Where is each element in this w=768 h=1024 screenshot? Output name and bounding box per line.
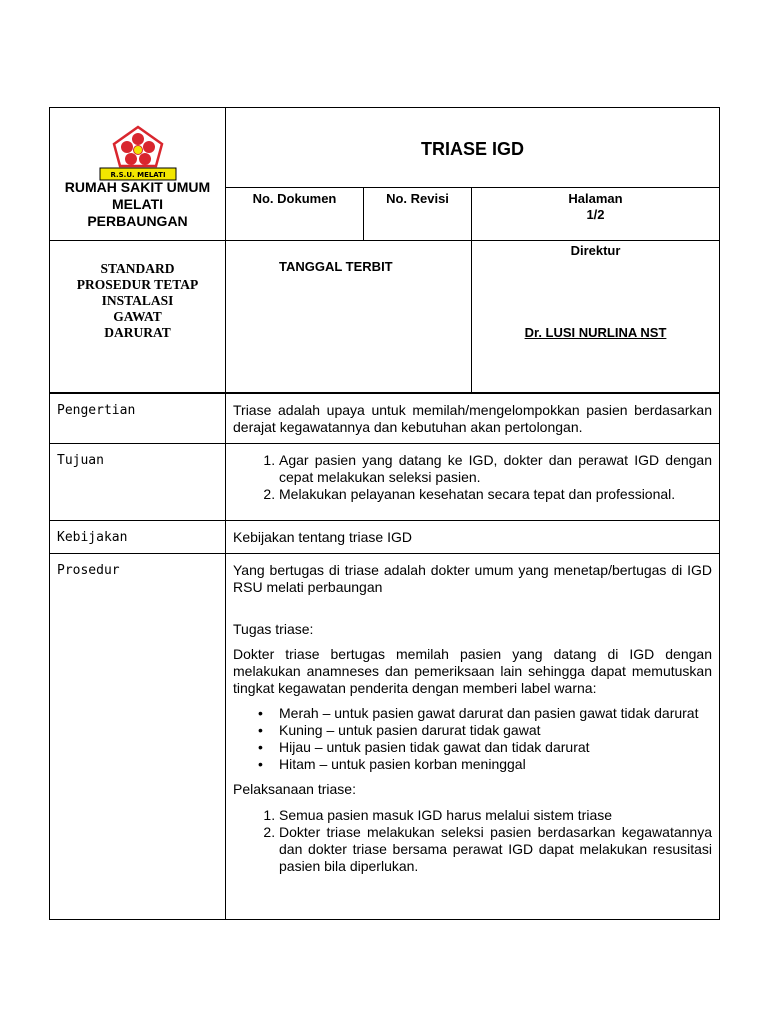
tugas-heading: Tugas triase: — [233, 621, 314, 637]
label-item-merah: • Merah – untuk pasien gawat darurat dan pasien gawat tidak darurat — [279, 705, 712, 722]
pelaksanaan-item-2: 2. Dokter triase melakukan seleksi pasien berdasarkan kegawatannya dan dokter triase bersama perawat IGD dapat melakukan resusitasi pasien bila diperlukan. — [279, 824, 712, 875]
pelaksanaan-list — [233, 807, 712, 875]
prosedur-label: Prosedur — [50, 554, 226, 920]
kebijakan-label: Kebijakan — [50, 521, 226, 554]
tujuan-item-2: 2. Melakukan pelayanan kesehatan secara tepat dan professional. — [279, 486, 712, 503]
sop-title — [50, 241, 225, 341]
hospital-logo — [98, 124, 178, 182]
title-cell — [226, 108, 720, 188]
pengertian-text: Triase adalah upaya untuk memilah/mengelompokkan pasien berdasarkan derajat kegawatannya dan kebutuhan akan pertolongan. — [233, 402, 712, 435]
tugas-text: Dokter triase bertugas memilah pasien yang datang di IGD dengan melakukan anamneses dan pemeriksaan lain sehingga dapat memutuskan tingkat kegawatan penderita dengan memberi label warna: — [233, 646, 712, 696]
kebijakan-text: Kebijakan tentang triase IGD — [233, 529, 412, 545]
director-cell — [472, 241, 720, 393]
kebijakan-content — [226, 521, 720, 554]
pengertian-content — [226, 394, 720, 444]
director-label: Direktur — [570, 243, 621, 258]
document-title: TRIASE IGD — [420, 139, 524, 159]
prosedur-content — [226, 554, 720, 920]
page-cell — [472, 188, 720, 241]
row-tujuan — [50, 444, 720, 521]
tujuan-item-1: 1. Agar pasien yang datang ke IGD, dokter dan perawat IGD dengan cepat melakukan seleksi pasien. — [279, 452, 712, 486]
director-name: Dr. LUSI NURLINA NST — [524, 325, 667, 340]
pelaksanaan-item-1: 1. Semua pasien masuk IGD harus melalui sistem triase — [279, 807, 712, 824]
hospital-name-line-1: RUMAH SAKIT UMUM — [64, 179, 211, 195]
hospital-name-line-2: MELATI — [111, 196, 164, 212]
sop-title-line-4: GAWAT — [113, 309, 162, 324]
document-header — [49, 107, 720, 393]
doc-number-label: No. Dokumen — [252, 191, 337, 206]
doc-number-cell — [226, 188, 364, 241]
page-label: Halaman — [568, 191, 623, 206]
sop-title-cell — [50, 241, 226, 393]
sop-title-line-2: PROSEDUR TETAP — [76, 277, 199, 292]
color-label-list — [233, 705, 712, 773]
sop-title-line-1: STANDARD — [100, 261, 175, 276]
hospital-identity-cell — [50, 108, 226, 241]
tujuan-list — [233, 452, 712, 503]
hospital-name — [50, 179, 225, 230]
revision-cell — [364, 188, 472, 241]
sop-title-line-3: INSTALASI — [101, 293, 174, 308]
label-item-hijau: • Hijau – untuk pasien tidak gawat dan tidak darurat — [279, 739, 712, 756]
sop-title-line-5: DARURAT — [104, 325, 171, 340]
issue-date-label: TANGGAL TERBIT — [279, 259, 393, 274]
procedure-table — [49, 393, 720, 920]
prosedur-intro: Yang bertugas di triase adalah dokter umum yang menetap/bertugas di IGD RSU melati perbaungan — [233, 562, 712, 595]
row-pengertian — [50, 394, 720, 444]
revision-label: No. Revisi — [386, 191, 449, 206]
label-item-hitam: • Hitam – untuk pasien korban meninggal — [279, 756, 712, 773]
hospital-name-line-3: PERBAUNGAN — [87, 213, 188, 229]
logo-text: R.S.U. MELATI — [110, 171, 166, 179]
row-kebijakan — [50, 521, 720, 554]
row-prosedur — [50, 554, 720, 920]
sop-document — [49, 107, 719, 920]
tujuan-label: Tujuan — [50, 444, 226, 521]
tujuan-content — [226, 444, 720, 521]
pengertian-label: Pengertian — [50, 394, 226, 444]
issue-date-cell — [226, 241, 472, 393]
label-item-kuning: • Kuning – untuk pasien darurat tidak gawat — [279, 722, 712, 739]
pelaksanaan-heading: Pelaksanaan triase: — [233, 781, 356, 797]
page-value: 1/2 — [586, 207, 605, 222]
